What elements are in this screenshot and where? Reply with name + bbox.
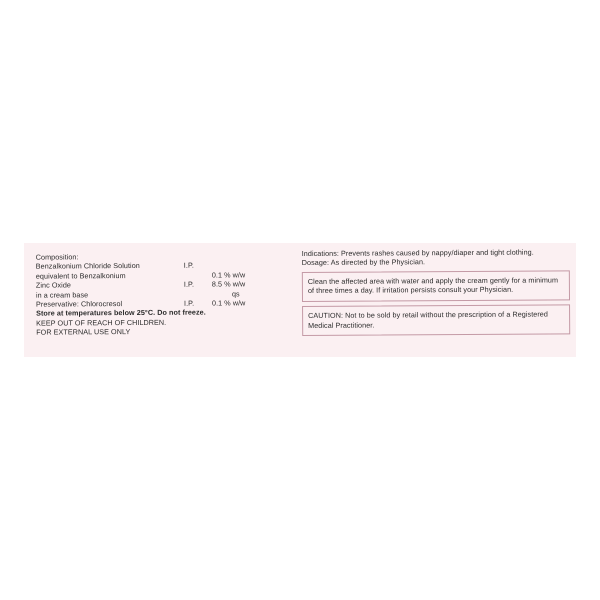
keep-out-of-reach-warning: KEEP OUT OF REACH OF CHILDREN. xyxy=(36,317,167,328)
left-panel xyxy=(36,251,302,337)
right-panel xyxy=(302,247,571,336)
ingredient-value: 8.5 % w/w xyxy=(211,279,246,289)
ingredient-standard: I.P. xyxy=(183,279,195,289)
ingredient-name: equivalent to Benzalkonium xyxy=(35,270,126,281)
ingredient-name: Preservative: Chlorocresol xyxy=(35,299,123,309)
composition-row xyxy=(36,298,301,309)
carton-panel xyxy=(24,243,576,357)
ingredient-name: in a cream base xyxy=(35,289,89,300)
directions-box xyxy=(302,270,570,302)
carton-printed-area xyxy=(24,241,577,358)
directions-text: Clean the affected area with water and apply the cream gently for a minimum of three times a day. If irritation persists consult your Physician. xyxy=(307,275,559,296)
caution-box xyxy=(302,304,570,336)
caution-text: CAUTION: Not to be sold by retail without the prescription of a Registered Medical Practitioner. xyxy=(308,309,548,330)
ingredient-standard: I.P. xyxy=(183,298,195,308)
storage-instruction: Store at temperatures below 25°C. Do not freeze. xyxy=(36,307,206,318)
ingredient-name: Benzalkonium Chloride Solution xyxy=(35,261,140,272)
composition-heading: Composition: xyxy=(35,252,79,262)
ingredient-standard: I.P. xyxy=(183,261,194,271)
ingredient-value: 0.1 % w/w xyxy=(211,298,246,308)
external-use-warning: FOR EXTERNAL USE ONLY xyxy=(36,327,131,337)
indications-text: Indications: Prevents rashes caused by nappy/diaper and tight clothing. xyxy=(301,247,534,258)
ingredient-value: qs xyxy=(231,288,240,298)
ingredient-value: 0.1 % w/w xyxy=(211,270,246,280)
ingredient-name: Zinc Oxide xyxy=(35,280,72,290)
dosage-text: Dosage: As directed by the Physician. xyxy=(301,257,426,268)
